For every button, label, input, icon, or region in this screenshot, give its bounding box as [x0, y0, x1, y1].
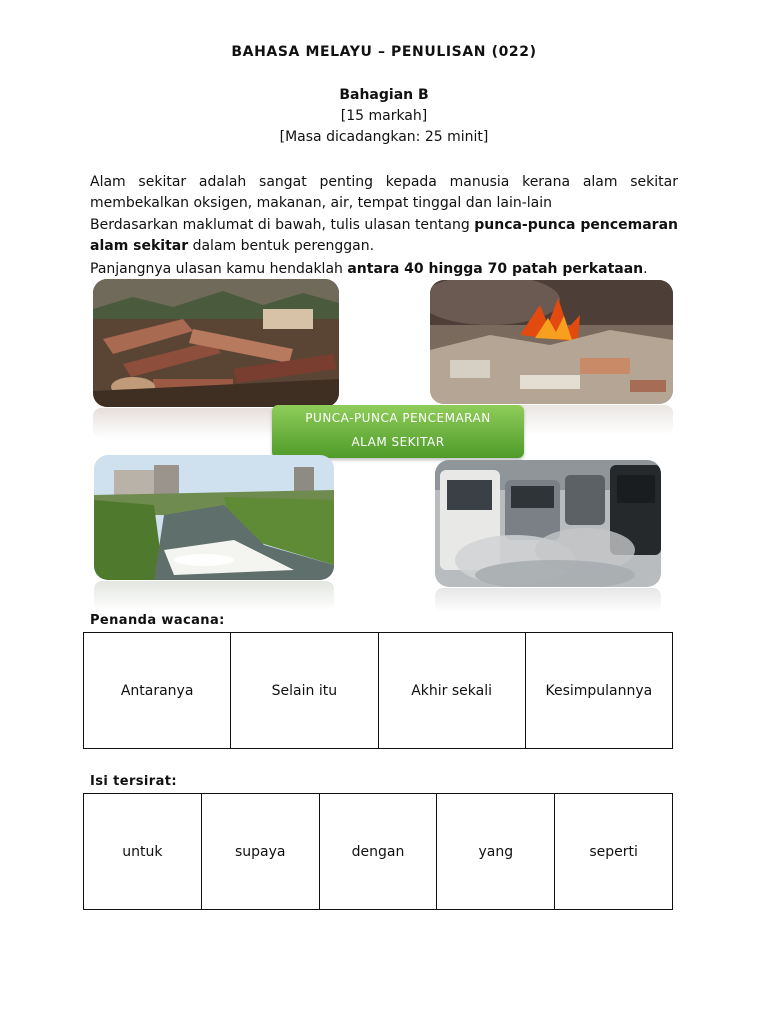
intro-line-2: membekalkan oksigen, makanan, air, tempat tinggal dan lain-lain — [90, 195, 553, 211]
length-period: . — [643, 261, 648, 277]
marks-note: [15 markah] — [340, 108, 428, 124]
penanda-cell: Selain itu — [231, 633, 378, 749]
length-instruction — [90, 259, 678, 280]
isi-table — [83, 793, 673, 910]
isi-label: Isi tersirat: — [90, 774, 177, 789]
photo-reflection — [94, 581, 334, 611]
penanda-cell: Akhir sekali — [378, 633, 525, 749]
penanda-label: Penanda wacana: — [90, 613, 225, 628]
instruction-text-2: dalam bentuk perenggan. — [188, 238, 375, 254]
instruction-bold-topic: punca-punca pencemaran — [474, 217, 678, 233]
time-note: [Masa dicadangkan: 25 minit] — [279, 129, 489, 145]
polluted-river-photo — [94, 455, 334, 580]
instruction-line-2 — [90, 236, 678, 257]
isi-cell: dengan — [319, 794, 437, 910]
topic-banner — [272, 405, 524, 458]
open-burning-photo — [430, 280, 673, 404]
length-bold: antara 40 hingga 70 patah perkataan — [347, 261, 644, 277]
banner-line-1: PUNCA-PUNCA PENCEMARAN — [305, 411, 491, 425]
section-title: Bahagian B — [339, 87, 429, 103]
isi-cell: yang — [437, 794, 555, 910]
intro-line-1: Alam sekitar adalah sangat penting kepada manusia kerana alam sekitar — [90, 174, 678, 190]
deforestation-photo — [93, 279, 339, 407]
penanda-table — [83, 632, 673, 749]
photo-reflection — [435, 588, 661, 612]
penanda-cell: Kesimpulannya — [525, 633, 672, 749]
document-title: BAHASA MELAYU – PENULISAN (022) — [231, 44, 537, 60]
instruction-bold-topic-2: alam sekitar — [90, 238, 189, 254]
banner-line-2: ALAM SEKITAR — [351, 435, 445, 449]
isi-cell: untuk — [84, 794, 202, 910]
isi-cell: supaya — [201, 794, 319, 910]
length-text: Panjangnya ulasan kamu hendaklah — [90, 261, 348, 277]
instruction-line-1 — [90, 215, 678, 236]
isi-cell: seperti — [555, 794, 673, 910]
vehicle-exhaust-photo — [435, 460, 661, 587]
penanda-cell: Antaranya — [84, 633, 231, 749]
instruction-text: Berdasarkan maklumat di bawah, tulis ulasan tentang — [90, 217, 475, 233]
